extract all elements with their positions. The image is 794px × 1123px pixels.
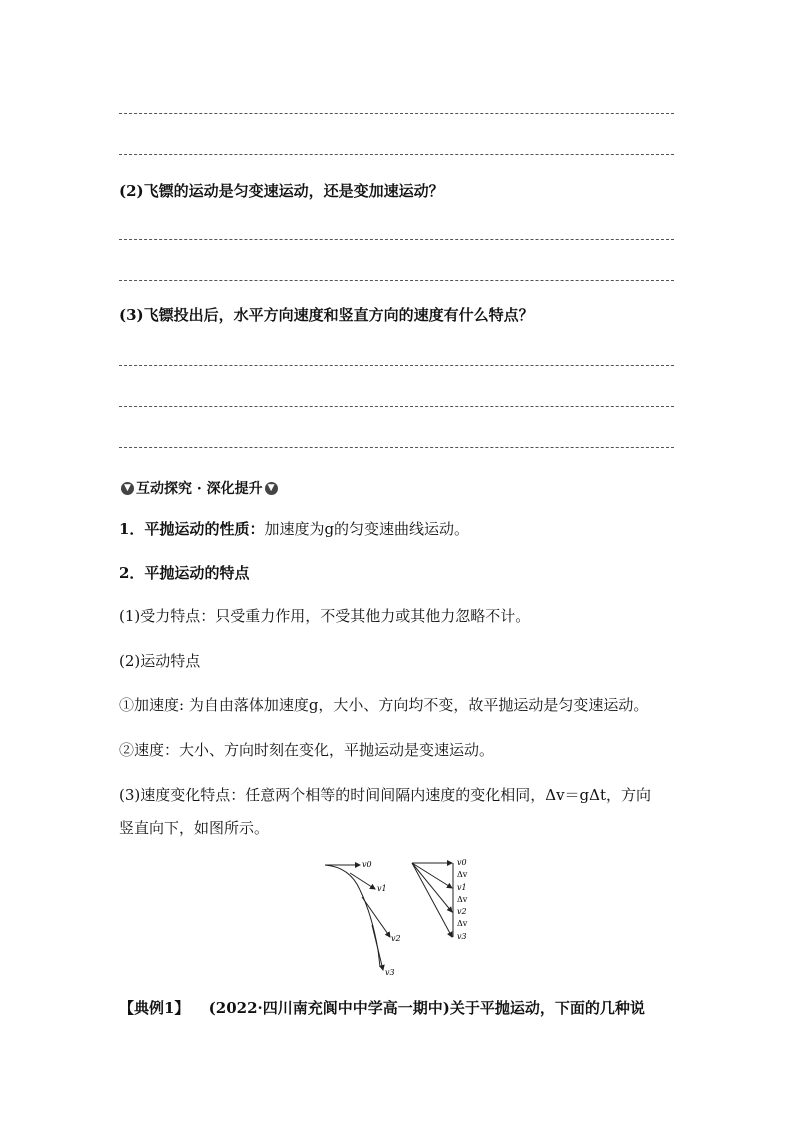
- answer-line: [119, 365, 674, 366]
- arrow-down-circle-icon: ▼: [265, 482, 278, 495]
- vector-v1: [350, 873, 375, 889]
- point-2-3-line2: 竖直向下，如图所示。: [119, 819, 270, 837]
- label-left-v1: v1: [377, 884, 387, 893]
- vector-v3: [372, 925, 383, 970]
- label-right-1: Δv: [457, 870, 468, 879]
- answer-line: [119, 280, 674, 281]
- section-heading: [119, 478, 280, 498]
- label-right-3: Δv: [457, 895, 468, 904]
- answer-line: [119, 113, 674, 114]
- answer-line: [119, 239, 674, 240]
- label-right-5: Δv: [457, 919, 468, 928]
- example-text: (2022·四川南充阆中中学高一期中)关于平抛运动，下面的几种说: [208, 999, 645, 1017]
- point-2-heading: 2．平抛运动的特点: [119, 564, 250, 582]
- point-1: [119, 519, 469, 539]
- answer-line: [119, 447, 674, 448]
- point-2-3-line1: (3)速度变化特点：任意两个相等的时间间隔内速度的变化相同，Δv＝gΔt，方向: [119, 786, 652, 804]
- rvec-v1: [412, 863, 452, 888]
- point-1-label: 1．平抛运动的性质：: [119, 520, 265, 538]
- point-2-2a: ①加速度: 为自由落体加速度g，大小、方向均不变，故平抛运动是匀变速运动。: [119, 696, 649, 714]
- velocity-diagram: [320, 855, 480, 980]
- question-3: (3)飞镖投出后，水平方向速度和竖直方向的速度有什么特点？: [119, 306, 534, 324]
- point-1-text: 加速度为g的匀变速曲线运动。: [264, 520, 470, 538]
- rvec-v2: [412, 863, 452, 912]
- vector-v2: [362, 897, 390, 937]
- answer-line: [119, 406, 674, 407]
- example-label: 【典例1】: [119, 999, 190, 1017]
- label-right-2: v1: [457, 883, 467, 892]
- point-2-2b: ②速度：大小、方向时刻在变化，平抛运动是变速运动。: [119, 741, 495, 759]
- label-right-6: v3: [457, 932, 467, 941]
- arrow-down-circle-icon: ▼: [121, 482, 134, 495]
- label-left-v3: v3: [385, 968, 395, 977]
- question-2: (2)飞镖的运动是匀变速运动，还是变加速运动？: [119, 182, 444, 200]
- example-1: [119, 998, 679, 1018]
- trajectory-curve: [325, 865, 380, 967]
- point-2-1: (1)受力特点：只受重力作用，不受其他力或其他力忽略不计。: [119, 607, 531, 625]
- label-right-4: v2: [457, 907, 467, 916]
- point-2-2: (2)运动特点: [119, 652, 201, 670]
- label-right-0: v0: [457, 858, 467, 867]
- label-left-v2: v2: [391, 934, 401, 943]
- answer-line: [119, 154, 674, 155]
- rvec-v3: [412, 863, 452, 937]
- section-title: 互动探究 · 深化提升: [136, 481, 263, 497]
- label-left-v0: v0: [362, 860, 372, 869]
